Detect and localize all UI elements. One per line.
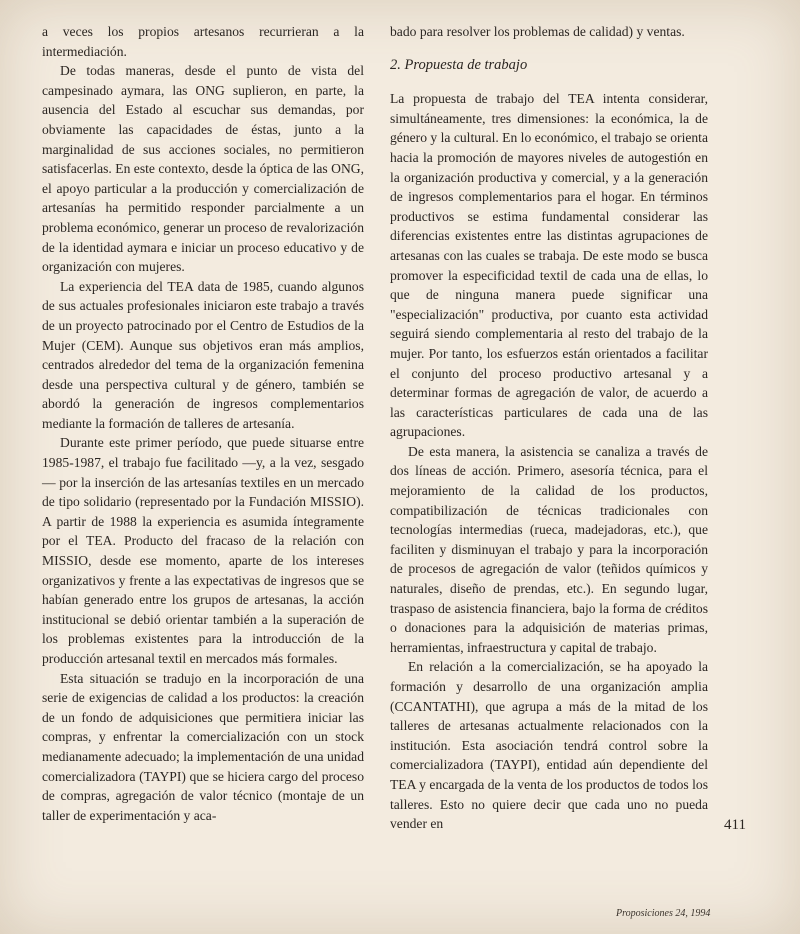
paragraph: De esta manera, la asistencia se canaliza a través de dos líneas de acción. Primero, asesoría técnica, para el mejoramiento de la calidad de los productos, compatibilización de técnicas tradicionales con tecnologías intermedias (rueca, madejadoras, etc.), que faciliten y disminuyan el trabajo y para la incorporación de procesos de agregación de valor (teñidos químicos y naturales, diseño de prendas, etc.). En segundo lugar, traspaso de asistencia financiera, bajo la forma de créditos o donaciones para la adquisición de materias primas, herramientas, infraestructura y capital de trabajo. (390, 443, 708, 655)
paragraph: La propuesta de trabajo del TEA intenta considerar, simultáneamente, tres dimensiones: la económica, la de género y la cultural. En lo económico, el trabajo se orienta hacia la promoción de mayores niveles de autogestión en la organización productiva y comercial, y a la generación de ingresos complementarios para el hogar. En términos productivos se estima fundamental considerar las diferencias existentes entre las distintas agrupaciones de artesanas con las cuales se trabaja. De este modo se busca promover la especificidad textil de cada una de ellas, lo que de ninguna manera puede significar una "especialización" productiva, por cuanto esta actividad seguirá siendo complementaria al resto del trabajo de la mujer. Por tanto, los esfuerzos están orientados a facilitar el conjunto del proceso productivo artesanal y a determinar formas de agregación de valor, de acuerdo a las características particulares de cada una de las agrupaciones. (390, 91, 708, 440)
left-column (42, 22, 364, 825)
right-column-body (390, 89, 708, 834)
section-title: 2. Propuesta de trabajo (390, 56, 528, 73)
footer-citation: Proposiciones 24, 1994 (616, 908, 711, 919)
paragraph: La experiencia del TEA data de 1985, cuando algunos de sus actuales profesionales iniciaron este trabajo a través de un proyecto patrocinado por el Centro de Estudios de la Mujer (CEM). Aunque sus objetivos eran más amplios, centrados alrededor del tema de la organización femenina desde una perspectiva cultural y de género, también se abordó la generación de ingresos complementarios mediante la formación de talleres de artesanía. (42, 278, 364, 431)
paragraph: a veces los propios artesanos recurrieran a la intermediación. (42, 24, 364, 59)
right-column-intro: bado para resolver los problemas de calidad) y ventas. (390, 24, 685, 39)
paragraph: Esta situación se tradujo en la incorporación de una serie de exigencias de calidad a los productos: la creación de un fondo de adquisiciones que permitiera iniciar las compras, y enfrentar la comercialización con un stock medianamente adecuado; la implementación de una unidad comercializadora (TAYPI) que se hiciera cargo del proceso de compras, agregación de valor técnico (montaje de un taller de experimentación y aca- (42, 670, 364, 823)
page-number: 411 (724, 817, 746, 833)
paragraph: En relación a la comercialización, se ha apoyado la formación y desarrollo de una organización amplia (CCANTATHI), que agrupa a más de la mitad de los talleres de artesanas actualmente relacionados con la institución. Esta asociación tendrá control sobre la comercializadora (TAYPI), entidad aún dependiente del TEA y encargada de la venta de los productos de todos los talleres. Esto no quiere decir que cada uno no pueda vender en (390, 659, 708, 832)
paragraph: De todas maneras, desde el punto de vista del campesinado aymara, las ONG suplieron, en parte, la ausencia del Estado al escuchar sus demandas, por obviamente las capacidades de éstas, junto a la marginalidad de sus acciones sociales, no permitieron satisfacerlas. En este contexto, desde la óptica de las ONG, el apoyo particular a la producción y comercialización de artesanías ha permitido responder parcialmente a un problema económico, generar un proceso de revalorización de la identidad aymara e iniciar un proceso educativo y de organización con mujeres. (42, 63, 364, 275)
right-column (390, 22, 708, 834)
paragraph: Durante este primer período, que puede situarse entre 1985-1987, el trabajo fue facilitado —y, a la vez, sesgado— por la inserción de las artesanías textiles en un mercado de tipo solidario (representado por la Fundación MISSIO). A partir de 1988 la experiencia es asumida íntegramente por el TEA. Producto del fracaso de la relación con MISSIO, desde ese momento, aparte de los intereses organizativos y frente a las expectativas de ingresos que se habían generado entre los grupos de artesanas, la acción institucional se debió orientar también a la superación de los problemas existentes para la introducción de la producción artesanal textil en mercados más formales. (42, 435, 364, 666)
